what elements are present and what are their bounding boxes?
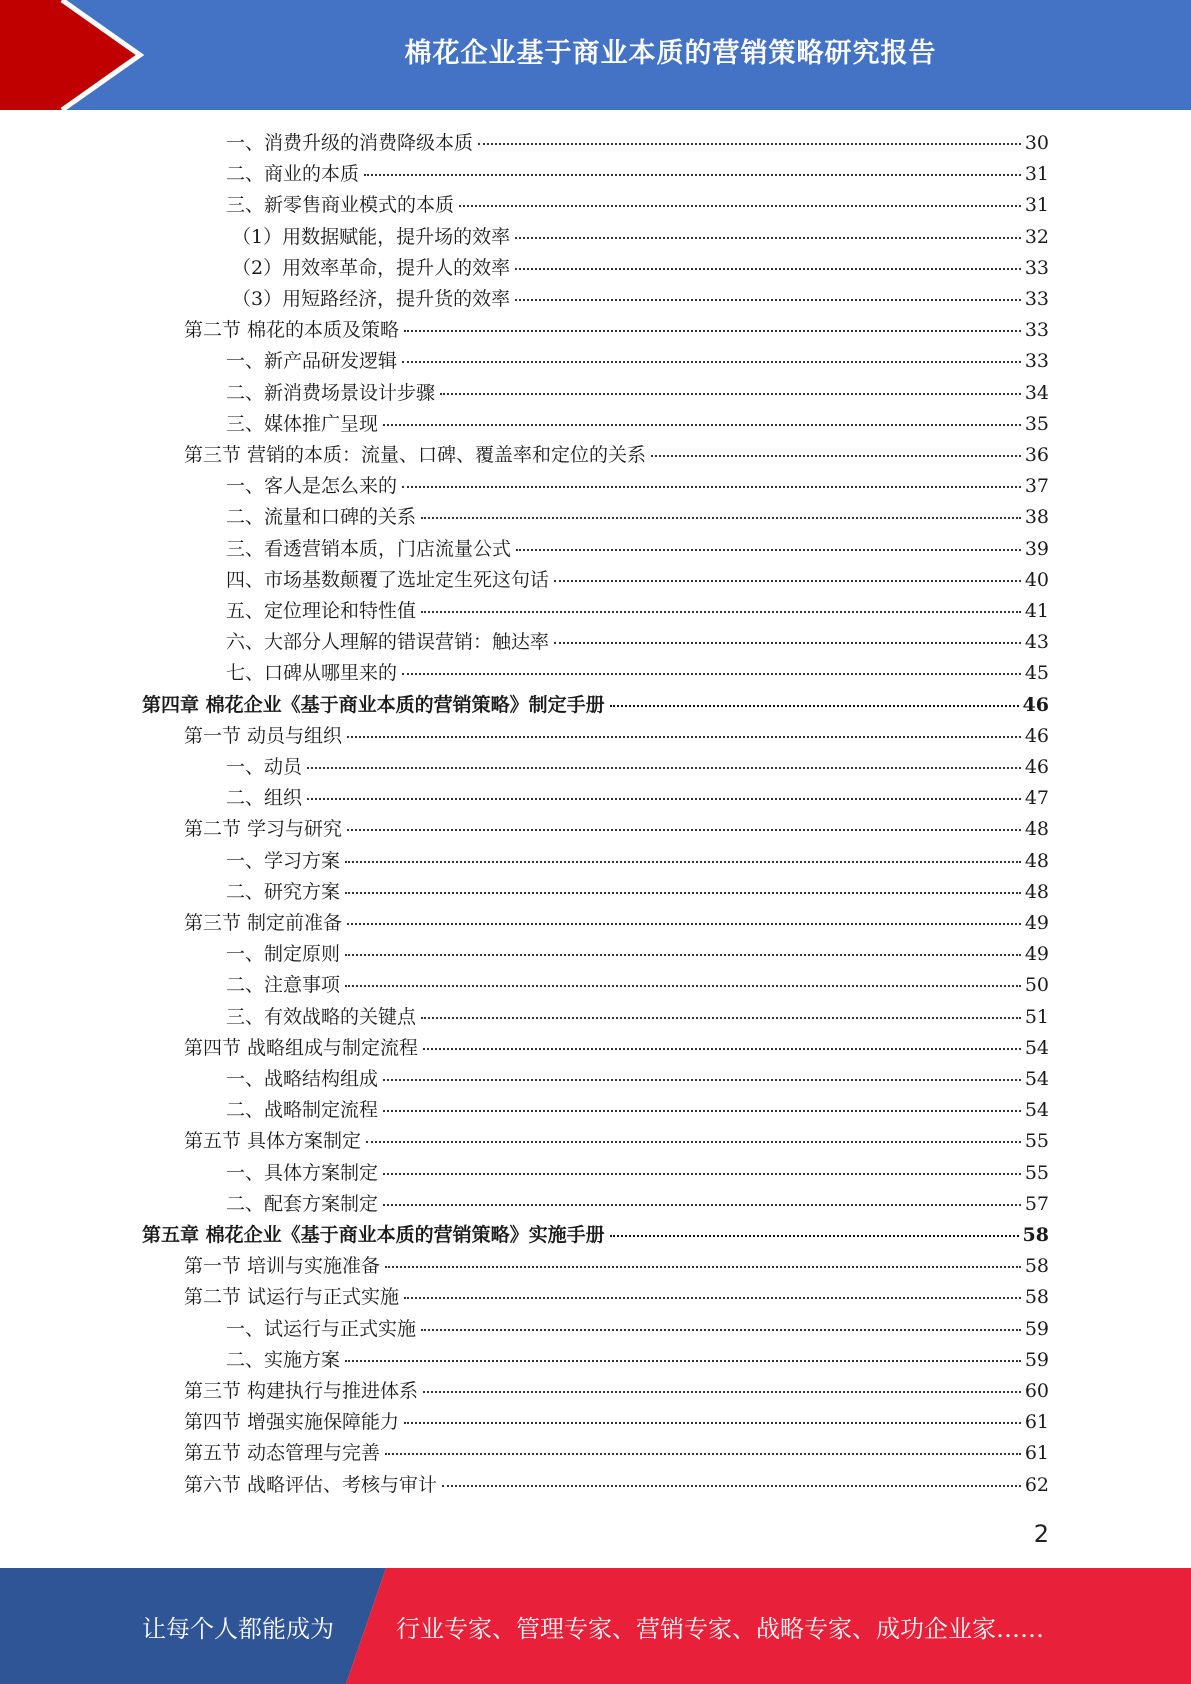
toc-entry-title: 一、动员 <box>226 756 303 778</box>
toc-dot-leader <box>345 861 1021 863</box>
toc-page-number: 57 <box>1024 1192 1049 1215</box>
toc-section-row[interactable] <box>184 908 1049 939</box>
toc-dot-leader <box>347 829 1021 831</box>
toc-page-number: 33 <box>1024 288 1049 310</box>
toc-item-row[interactable] <box>226 190 1049 221</box>
toc-dot-leader <box>307 798 1021 800</box>
toc-entry-title: 第一节 动员与组织 <box>184 724 343 747</box>
toc-entry-title: （3）用短路经济，提升货的效率 <box>232 288 511 310</box>
toc-page-number: 46 <box>1024 724 1049 747</box>
toc-page-number: 54 <box>1024 1099 1049 1122</box>
toc-dot-leader <box>404 1422 1021 1424</box>
toc-section-row[interactable] <box>184 1438 1049 1469</box>
toc-entry-title: 二、新消费场景设计步骤 <box>226 381 436 404</box>
toc-entry-title: 四、市场基数颠覆了选址定生死这句话 <box>226 568 550 591</box>
toc-section-row[interactable] <box>184 440 1049 471</box>
toc-dot-leader <box>364 174 1021 176</box>
toc-entry-title: 第二节 试运行与正式实施 <box>184 1286 400 1309</box>
toc-page-number: 62 <box>1024 1473 1049 1496</box>
toc-page-number: 35 <box>1024 412 1049 435</box>
toc-entry-title: 第五节 具体方案制定 <box>184 1130 362 1153</box>
toc-chapter-row[interactable] <box>142 1220 1049 1251</box>
toc-page-number: 54 <box>1024 1036 1049 1059</box>
toc-page-number: 37 <box>1024 475 1049 498</box>
toc-item-row[interactable] <box>226 1002 1049 1033</box>
toc-item-row[interactable] <box>232 253 1049 284</box>
toc-page-number: 32 <box>1024 225 1049 248</box>
toc-page-number: 33 <box>1024 350 1049 373</box>
toc-page-number: 55 <box>1024 1130 1049 1153</box>
toc-section-row[interactable] <box>184 1376 1049 1407</box>
toc-entry-title: 第四节 增强实施保障能力 <box>184 1411 400 1434</box>
toc-page-number: 61 <box>1024 1411 1049 1434</box>
toc-item-row[interactable] <box>226 128 1049 159</box>
toc-page-number: 49 <box>1024 912 1049 934</box>
toc-entry-title: 第三节 营销的本质：流量、口碑、覆盖率和定位的关系 <box>184 444 647 466</box>
toc-page-number: 47 <box>1024 787 1049 810</box>
toc-item-row[interactable] <box>226 1158 1049 1189</box>
toc-item-row[interactable] <box>226 159 1049 190</box>
page-header <box>0 0 1191 110</box>
toc-dot-leader <box>442 1485 1021 1487</box>
toc-page-number: 36 <box>1024 444 1049 466</box>
toc-section-row[interactable] <box>184 1033 1049 1064</box>
toc-chapter-row[interactable] <box>142 690 1049 721</box>
toc-section-row[interactable] <box>184 315 1049 346</box>
toc-page-number: 58 <box>1024 1255 1049 1278</box>
toc-entry-title: 二、商业的本质 <box>226 163 360 186</box>
toc-dot-leader <box>423 1048 1021 1050</box>
footer-slogan-left: 让每个人都能成为 <box>142 1614 334 1643</box>
toc-dot-leader <box>651 455 1021 457</box>
toc-dot-leader <box>383 1079 1021 1081</box>
toc-dot-leader <box>383 1110 1021 1112</box>
toc-page-number: 33 <box>1024 256 1049 279</box>
toc-dot-leader <box>345 954 1021 956</box>
toc-entry-title: 一、战略结构组成 <box>226 1068 379 1090</box>
toc-page-number: 45 <box>1024 662 1049 685</box>
toc-dot-leader <box>459 205 1021 207</box>
toc-page-number: 60 <box>1024 1380 1049 1402</box>
toc-entry-title: 第一节 培训与实施准备 <box>184 1255 381 1278</box>
toc-dot-leader <box>421 1329 1021 1331</box>
toc-item-row[interactable] <box>226 939 1049 970</box>
toc-item-row[interactable] <box>226 970 1049 1001</box>
toc-item-row[interactable] <box>232 284 1049 315</box>
footer-slogan-right: 行业专家、管理专家、营销专家、战略专家、成功企业家…… <box>396 1614 1044 1643</box>
toc-page-number: 58 <box>1024 1286 1049 1309</box>
toc-section-row[interactable] <box>184 1407 1049 1438</box>
toc-item-row[interactable] <box>226 752 1049 783</box>
toc-section-row[interactable] <box>184 1126 1049 1157</box>
toc-dot-leader <box>345 1360 1021 1362</box>
toc-entry-title: 六、大部分人理解的错误营销：触达率 <box>226 631 550 654</box>
toc-entry-title: 一、消费升级的消费降级本质 <box>226 132 474 154</box>
toc-item-row[interactable] <box>226 502 1049 533</box>
toc-dot-leader <box>610 705 1019 707</box>
toc-entry-title: 三、媒体推广呈现 <box>226 412 379 435</box>
toc-entry-title: 二、实施方案 <box>226 1348 341 1371</box>
toc-page-number: 30 <box>1024 132 1049 154</box>
toc-entry-title: 三、看透营销本质，门店流量公式 <box>226 537 512 560</box>
toc-dot-leader <box>383 1204 1021 1206</box>
toc-page-number: 55 <box>1024 1161 1049 1184</box>
toc-page-number: 43 <box>1024 631 1049 654</box>
toc-dot-leader <box>345 985 1021 987</box>
toc-page-number: 39 <box>1024 537 1049 560</box>
toc-item-row[interactable] <box>226 846 1049 877</box>
toc-page-number: 48 <box>1024 849 1049 872</box>
toc-page-number: 51 <box>1024 1005 1049 1028</box>
toc-item-row[interactable] <box>226 471 1049 502</box>
toc-item-row[interactable] <box>226 783 1049 814</box>
toc-item-row[interactable] <box>226 378 1049 409</box>
toc-page-number: 48 <box>1024 880 1049 903</box>
toc-item-row[interactable] <box>226 1345 1049 1376</box>
toc-page-number: 48 <box>1024 818 1049 841</box>
toc-entry-title: 第二节 棉花的本质及策略 <box>184 319 400 342</box>
toc-item-row[interactable] <box>232 222 1049 253</box>
document-title: 棉花企业基于商业本质的营销策略研究报告 <box>404 37 937 69</box>
toc-page-number: 54 <box>1024 1068 1049 1090</box>
toc-item-row[interactable] <box>226 565 1049 596</box>
toc-section-row[interactable] <box>184 814 1049 845</box>
toc-dot-leader <box>554 580 1021 582</box>
toc-dot-leader <box>440 393 1021 395</box>
page-footer <box>0 1568 1191 1684</box>
toc-page-number: 59 <box>1024 1317 1049 1340</box>
toc-dot-leader <box>402 361 1021 363</box>
toc-dot-leader <box>423 1391 1021 1393</box>
toc-dot-leader <box>402 673 1021 675</box>
toc-item-row[interactable] <box>226 877 1049 908</box>
toc-entry-title: 第六节 战略评估、考核与审计 <box>184 1473 438 1496</box>
red-chevron-shape <box>0 0 140 110</box>
toc-dot-leader <box>404 330 1021 332</box>
toc-entry-title: 第三节 制定前准备 <box>184 912 343 934</box>
toc-page-number: 40 <box>1024 568 1049 591</box>
toc-entry-title: 一、制定原则 <box>226 943 341 966</box>
page-number: 2 <box>1033 1520 1049 1548</box>
toc-item-row[interactable] <box>226 596 1049 627</box>
toc-entry-title: 七、口碑从哪里来的 <box>226 662 398 685</box>
toc-item-row[interactable] <box>226 1095 1049 1126</box>
toc-item-row[interactable] <box>226 409 1049 440</box>
toc-dot-leader <box>404 1297 1021 1299</box>
toc-section-row[interactable] <box>184 721 1049 752</box>
toc-dot-leader <box>610 1235 1019 1237</box>
toc-dot-leader <box>421 611 1021 613</box>
toc-entry-title: 第四章 棉花企业《基于商业本质的营销策略》制定手册 <box>142 693 605 716</box>
toc-page-number: 46 <box>1022 693 1049 716</box>
toc-entry-title: 一、具体方案制定 <box>226 1161 379 1184</box>
toc-entry-title: 二、组织 <box>226 787 303 810</box>
toc-entry-title: 二、流量和口碑的关系 <box>226 506 417 529</box>
toc-dot-leader <box>383 424 1021 426</box>
toc-entry-title: 三、有效战略的关键点 <box>226 1005 417 1028</box>
toc-entry-title: 第四节 战略组成与制定流程 <box>184 1036 419 1059</box>
toc-dot-leader <box>347 923 1021 925</box>
toc-page-number: 31 <box>1024 163 1049 186</box>
toc-page-number: 59 <box>1024 1348 1049 1371</box>
toc-dot-leader <box>478 143 1021 145</box>
toc-entry-title: 一、新产品研发逻辑 <box>226 350 398 373</box>
toc-dot-leader <box>345 892 1021 894</box>
toc-page-number: 58 <box>1022 1224 1049 1246</box>
toc-page-number: 61 <box>1024 1442 1049 1465</box>
toc-page-number: 33 <box>1024 319 1049 342</box>
toc-entry-title: 二、配套方案制定 <box>226 1192 379 1215</box>
toc-item-row[interactable] <box>226 1314 1049 1345</box>
toc-dot-leader <box>383 1173 1021 1175</box>
toc-dot-leader <box>385 1453 1021 1455</box>
toc-entry-title: 一、试运行与正式实施 <box>226 1317 417 1340</box>
toc-dot-leader <box>515 237 1021 239</box>
toc-section-row[interactable] <box>184 1251 1049 1282</box>
toc-entry-title: 第五节 动态管理与完善 <box>184 1442 381 1465</box>
toc-section-row[interactable] <box>184 1470 1049 1501</box>
toc-item-row[interactable] <box>226 534 1049 565</box>
toc-dot-leader <box>307 767 1021 769</box>
toc-entry-title: （1）用数据赋能，提升场的效率 <box>232 225 511 248</box>
toc-entry-title: 第五章 棉花企业《基于商业本质的营销策略》实施手册 <box>142 1224 605 1246</box>
toc-section-row[interactable] <box>184 1282 1049 1313</box>
toc-dot-leader <box>515 299 1021 301</box>
toc-dot-leader <box>515 268 1021 270</box>
toc-dot-leader <box>516 549 1021 551</box>
toc-dot-leader <box>421 1017 1021 1019</box>
toc-item-row[interactable] <box>226 658 1049 689</box>
toc-dot-leader <box>402 486 1021 488</box>
toc-page-number: 38 <box>1024 506 1049 529</box>
toc-dot-leader <box>366 1141 1021 1143</box>
toc-page-number: 31 <box>1024 194 1049 217</box>
toc-entry-title: 五、定位理论和特性值 <box>226 600 417 622</box>
toc-dot-leader <box>421 517 1021 519</box>
toc-page-number: 50 <box>1024 974 1049 997</box>
toc-dot-leader <box>347 736 1021 738</box>
toc-page-number: 49 <box>1024 943 1049 966</box>
toc-entry-title: 一、学习方案 <box>226 849 341 872</box>
toc-entry-title: 二、注意事项 <box>226 974 341 997</box>
toc-entry-title: （2）用效率革命，提升人的效率 <box>232 256 511 279</box>
toc-page-number: 41 <box>1024 600 1049 622</box>
toc-entry-title: 二、研究方案 <box>226 880 341 903</box>
toc-entry-title: 第三节 构建执行与推进体系 <box>184 1380 419 1402</box>
toc-page-number: 34 <box>1024 381 1049 404</box>
toc-item-row[interactable] <box>226 346 1049 377</box>
toc-entry-title: 一、客人是怎么来的 <box>226 475 398 498</box>
toc-item-row[interactable] <box>226 627 1049 658</box>
toc-dot-leader <box>385 1266 1021 1268</box>
toc-entry-title: 二、战略制定流程 <box>226 1099 379 1122</box>
toc-entry-title: 三、新零售商业模式的本质 <box>226 194 455 217</box>
toc-entry-title: 第二节 学习与研究 <box>184 818 343 841</box>
toc-item-row[interactable] <box>226 1064 1049 1095</box>
toc-page-number: 46 <box>1024 756 1049 778</box>
toc-item-row[interactable] <box>226 1189 1049 1220</box>
toc-dot-leader <box>554 642 1021 644</box>
